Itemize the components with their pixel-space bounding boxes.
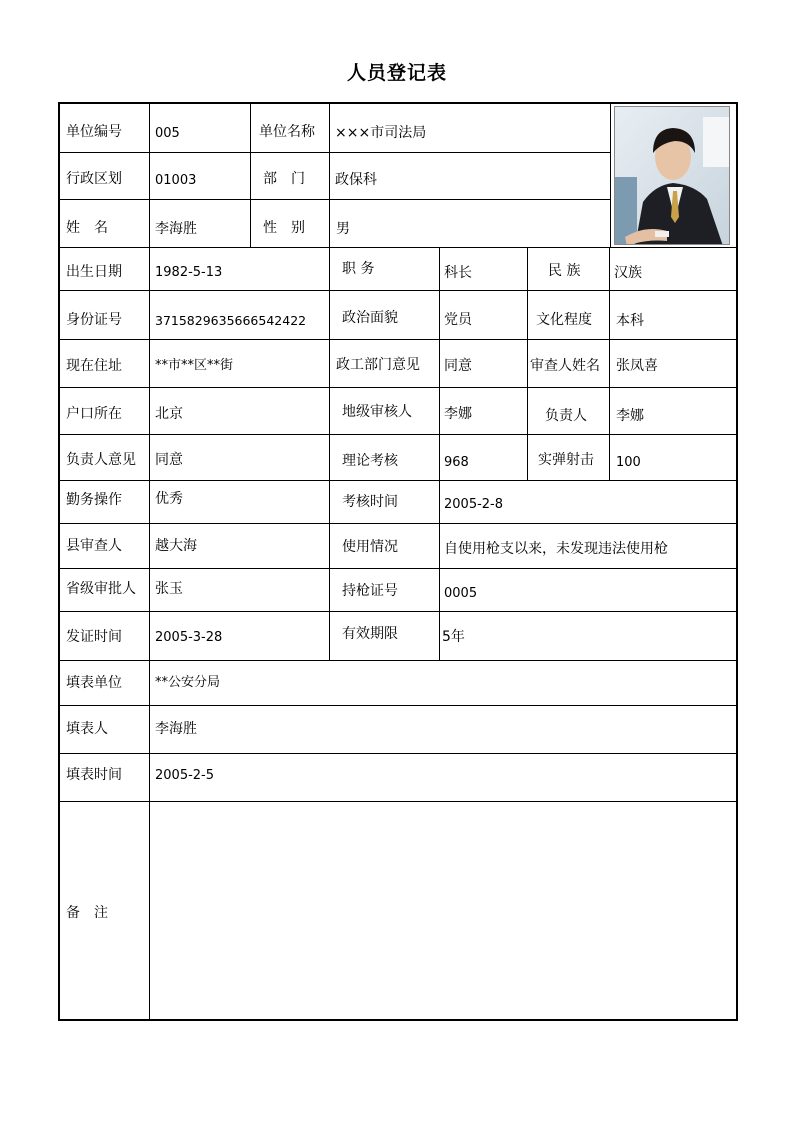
reviewer-label: 审查人姓名 <box>530 358 600 374</box>
filler-label: 填表人 <box>66 721 108 737</box>
fill-unit-value: **公安分局 <box>155 675 221 690</box>
shooting-value: 100 <box>616 455 641 470</box>
row-divider <box>59 568 737 569</box>
row-divider <box>59 434 737 435</box>
gender-label: 性 别 <box>263 220 305 236</box>
row-divider <box>59 152 610 153</box>
reviewer-value: 张凤喜 <box>616 358 658 374</box>
column-divider <box>250 103 251 247</box>
usage-label: 使用情况 <box>342 539 398 555</box>
fill-time-label: 填表时间 <box>66 767 122 783</box>
admin-area-value: 01003 <box>155 173 197 188</box>
row-divider <box>59 705 737 706</box>
column-divider <box>439 247 440 660</box>
row-divider <box>59 339 737 340</box>
permit-value: 0005 <box>444 586 478 601</box>
unit-name-value: ×××市司法局 <box>335 125 427 141</box>
province-value: 张玉 <box>155 581 183 597</box>
row-divider <box>59 247 737 248</box>
form-title: 人员登记表 <box>346 62 447 84</box>
issue-value: 2005-3-28 <box>155 630 223 645</box>
address-label: 现在住址 <box>66 358 122 374</box>
column-divider <box>527 247 528 480</box>
resp-opinion-label: 负责人意见 <box>66 452 136 468</box>
political-label: 政治面貌 <box>342 310 398 326</box>
political-value: 党员 <box>444 312 472 328</box>
issue-label: 发证时间 <box>66 629 122 645</box>
usage-value: 自使用枪支以来，未发现违法使用枪 <box>444 541 668 557</box>
exam-time-value: 2005-2-8 <box>444 497 504 512</box>
row-divider <box>59 660 737 661</box>
id-label: 身份证号 <box>66 312 122 328</box>
column-divider <box>149 103 150 1020</box>
unit-name-label: 单位名称 <box>259 124 315 140</box>
fill-unit-label: 填表单位 <box>66 675 122 691</box>
fill-time-value: 2005-2-5 <box>155 768 215 783</box>
validity-label: 有效期限 <box>342 626 398 642</box>
row-divider <box>59 611 737 612</box>
address-value: **市**区**街 <box>155 358 234 373</box>
remarks-label: 备 注 <box>66 905 108 921</box>
unit-no-label: 单位编号 <box>66 124 122 140</box>
theory-label: 理论考核 <box>342 453 398 469</box>
county-reviewer-label: 县审查人 <box>66 538 122 554</box>
operation-label: 勤务操作 <box>66 492 122 508</box>
duty-label: 职 务 <box>342 261 375 277</box>
responsible-label: 负责人 <box>545 408 587 424</box>
row-divider <box>59 801 737 802</box>
unit-no-value: 005 <box>155 126 180 141</box>
validity-value: 5年 <box>442 629 465 645</box>
name-value: 李海胜 <box>155 221 197 237</box>
row-divider <box>59 199 610 200</box>
id-value: 371582963566654242​2 <box>155 313 307 328</box>
county-reviewer-value: 越大海 <box>155 538 197 554</box>
row-divider <box>59 290 737 291</box>
column-divider <box>610 103 611 247</box>
hukou-value: 北京 <box>155 406 183 422</box>
name-label: 姓 名 <box>66 220 108 236</box>
education-value: 本科 <box>616 313 644 329</box>
theory-value: 968 <box>444 455 469 470</box>
prefecture-reviewer-label: 地级审核人 <box>342 404 412 420</box>
row-divider <box>59 753 737 754</box>
column-divider <box>329 247 330 660</box>
operation-value: 优秀 <box>155 491 183 507</box>
department-value: 政保科 <box>335 172 377 188</box>
filler-value: 李海胜 <box>155 721 197 737</box>
birth-label: 出生日期 <box>66 264 122 280</box>
dept-opinion-label: 政工部门意见 <box>336 357 420 373</box>
row-divider <box>59 523 737 524</box>
admin-area-label: 行政区划 <box>66 171 122 187</box>
prefecture-reviewer-value: 李娜 <box>444 406 472 422</box>
ethnic-label: 民 族 <box>548 263 581 279</box>
department-label: 部 门 <box>263 171 305 187</box>
gender-value: 男 <box>336 221 350 237</box>
duty-value: 科长 <box>444 265 472 281</box>
permit-label: 持枪证号 <box>342 583 398 599</box>
portrait-photo <box>614 106 730 245</box>
column-divider <box>609 247 610 480</box>
dept-opinion-value: 同意 <box>444 358 472 374</box>
hukou-label: 户口所在 <box>66 406 122 422</box>
birth-value: 1982-5-13 <box>155 265 223 280</box>
resp-opinion-value: 同意 <box>155 452 183 468</box>
shooting-label: 实弹射击 <box>538 452 594 468</box>
row-divider <box>59 387 737 388</box>
province-label: 省级审批人 <box>66 581 136 597</box>
exam-time-label: 考核时间 <box>342 494 398 510</box>
responsible-value: 李娜 <box>616 408 644 424</box>
row-divider <box>59 480 737 481</box>
education-label: 文化程度 <box>536 312 592 328</box>
column-divider <box>329 103 330 247</box>
ethnic-value: 汉族 <box>614 265 642 281</box>
